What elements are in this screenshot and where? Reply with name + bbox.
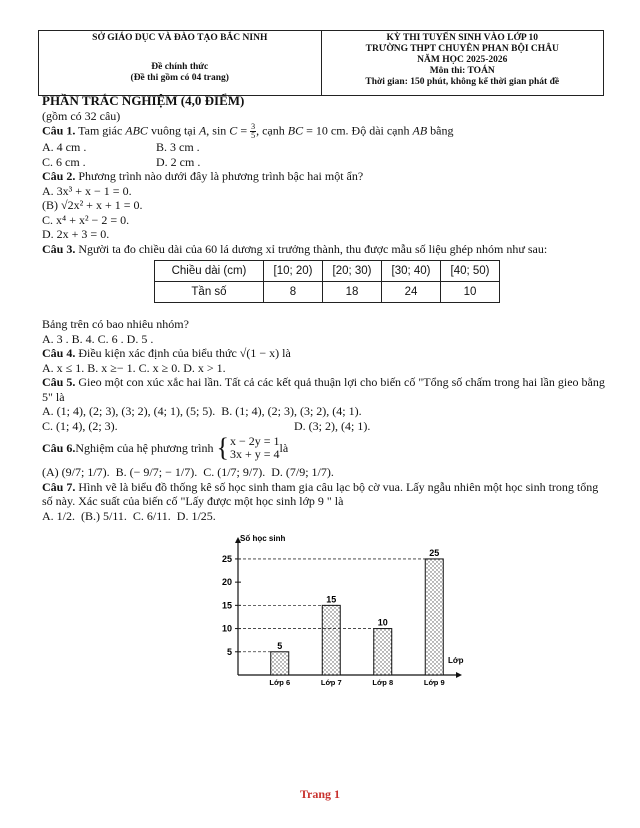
q1-text: Tam giác bbox=[75, 123, 126, 138]
exam-name: KỲ THI TUYỂN SINH VÀO LỚP 10 bbox=[386, 33, 538, 43]
table-header-cell: [20; 30) bbox=[323, 261, 382, 282]
option-c[interactable]: C. 6/11. bbox=[132, 508, 171, 523]
question-label: Câu 4. bbox=[42, 346, 76, 360]
option-d[interactable]: D. (7/9; 1/7). bbox=[271, 465, 334, 479]
q1-text: , sin bbox=[206, 123, 230, 138]
question-label: Câu 3. bbox=[42, 241, 76, 256]
question-label: Câu 7. bbox=[42, 479, 76, 494]
question-1 bbox=[42, 123, 608, 140]
q1-var: BC bbox=[287, 123, 304, 138]
table-row bbox=[155, 282, 500, 303]
y-tick-label: 25 bbox=[221, 553, 232, 564]
table-header-cell: [30; 40) bbox=[382, 261, 441, 282]
school-year: NĂM HỌC 2025-2026 bbox=[417, 55, 508, 65]
official-label: Đề chính thức bbox=[151, 62, 209, 72]
y-tick-label: 20 bbox=[221, 577, 232, 588]
q5-options-row1 bbox=[42, 404, 608, 419]
brace-icon: { bbox=[216, 433, 229, 462]
question-text: Gieo một con xúc xắc hai lần. Tất cả các kết quả thuận lợi cho biến cố "Tổng số chấm trong hai lần gieo bằng 5" là bbox=[42, 375, 605, 404]
question-4 bbox=[42, 346, 608, 361]
header-left bbox=[39, 31, 322, 95]
q1-options-row2 bbox=[42, 155, 608, 170]
q1-text: = bbox=[237, 123, 251, 138]
category-label: Lớp 6 bbox=[269, 678, 291, 687]
school-name: TRƯỜNG THPT CHUYÊN PHAN BỘI CHÂU bbox=[365, 44, 559, 54]
option-d[interactable]: D. (3; 2), (4; 1). bbox=[294, 418, 371, 433]
question-2 bbox=[42, 169, 608, 184]
exam-content bbox=[42, 94, 608, 699]
question-text: Hình vẽ là biểu đồ thống kê số học sinh tham gia câu lạc bộ cờ vua. Lấy ngẫu nhiên một học sinh trong tổng số này. Xác suất của biến cố "Lấy được một học sinh lớp 9 " là bbox=[42, 479, 599, 508]
page-count-note: (Đề thi gồm có 04 trang) bbox=[130, 73, 229, 83]
option-d[interactable]: D. 1/25. bbox=[176, 508, 216, 523]
category-label: Lớp 7 bbox=[320, 678, 342, 687]
q5-options-row2 bbox=[42, 419, 608, 434]
table-header-cell: [40; 50) bbox=[441, 261, 500, 282]
header-right bbox=[322, 31, 604, 95]
y-tick-label: 15 bbox=[221, 600, 232, 611]
q1-text: vuông tại bbox=[147, 123, 199, 138]
bar-chart bbox=[210, 531, 470, 699]
equation-1: x − 2y = 1 bbox=[229, 434, 280, 448]
question-3 bbox=[42, 242, 608, 257]
question-text: Người ta đo chiều dài của 60 lá dương xỉ trưởng thành, thu được mẫu số liệu ghép nhóm như sau: bbox=[75, 241, 548, 256]
q6-options bbox=[42, 465, 608, 480]
q1-var: C bbox=[229, 123, 238, 138]
option-a[interactable]: A. 1/2. bbox=[42, 508, 75, 523]
q1-text: , cạnh bbox=[256, 123, 288, 138]
bar bbox=[374, 629, 392, 675]
category-label: Lớp 9 bbox=[423, 678, 445, 687]
option-a[interactable]: A. (1; 4), (2; 3), (3; 2), (4; 1), (5; 5). bbox=[42, 404, 216, 418]
question-text: Phương trình nào dưới đây là phương trình bậc hai một ẩn? bbox=[75, 169, 364, 183]
bar-value-label: 25 bbox=[429, 547, 440, 558]
q4-options[interactable]: A. x ≤ 1. B. x ≥− 1. C. x ≥ 0. D. x > 1. bbox=[42, 360, 226, 375]
bar bbox=[271, 652, 289, 675]
q1-text: = 10 cm. Độ dài cạnh bbox=[303, 123, 413, 138]
y-tick-label: 10 bbox=[221, 623, 232, 634]
option-a[interactable]: (A) (9/7; 1/7). bbox=[42, 465, 110, 479]
question-7 bbox=[42, 480, 608, 509]
table-header-cell: [10; 20) bbox=[264, 261, 323, 282]
question-label: Câu 1. bbox=[42, 123, 76, 138]
frequency-table bbox=[154, 260, 500, 303]
x-axis-label: Lớp bbox=[448, 656, 464, 665]
equation-system bbox=[230, 435, 280, 461]
table-cell: 10 bbox=[441, 282, 500, 303]
q3-question: Bảng trên có bao nhiêu nhóm? bbox=[42, 317, 189, 331]
department-name: SỞ GIÁO DỤC VÀ ĐÀO TẠO BẮC NINH bbox=[92, 33, 268, 43]
question-label: Câu 5. bbox=[42, 375, 76, 389]
table-header-cell: Chiều dài (cm) bbox=[155, 261, 264, 282]
category-label: Lớp 8 bbox=[372, 678, 394, 687]
table-cell: 8 bbox=[264, 282, 323, 303]
q1-var: A bbox=[198, 123, 207, 138]
table-cell: 18 bbox=[323, 282, 382, 303]
option-b[interactable]: B. (1; 4), (2; 3), (3; 2), (4; 1). bbox=[221, 404, 362, 418]
option-a[interactable]: A. 3x³ + x − 1 = 0. bbox=[42, 183, 132, 198]
option-b[interactable]: B. (− 9/7; − 1/7). bbox=[115, 465, 198, 479]
option-b[interactable]: (B) √2x² + x + 1 = 0. bbox=[42, 198, 143, 212]
denominator: 5 bbox=[251, 131, 256, 140]
q3-options[interactable]: A. 3 . B. 4. C. 6 . D. 5 . bbox=[42, 331, 154, 346]
question-5 bbox=[42, 375, 608, 404]
option-c[interactable]: C. (1; 4), (2; 3). bbox=[42, 418, 118, 433]
q7-options bbox=[42, 509, 608, 524]
question-label: Câu 2. bbox=[42, 169, 76, 183]
y-tick-label: 5 bbox=[226, 646, 232, 657]
option-a[interactable]: A. 4 cm . bbox=[42, 140, 87, 154]
option-c[interactable]: C. x⁴ + x² − 2 = 0. bbox=[42, 212, 130, 227]
question-label: Câu 6. bbox=[42, 440, 76, 455]
table-row bbox=[155, 261, 500, 282]
option-d[interactable]: D. 2 cm . bbox=[156, 154, 201, 169]
question-6 bbox=[42, 433, 608, 463]
x-axis-arrow-icon bbox=[456, 672, 462, 678]
y-axis-label: Số học sinh bbox=[240, 534, 286, 543]
numerator: 3 bbox=[251, 122, 256, 131]
question-text: Điều kiện xác định của biểu thức √(1 − x) là bbox=[75, 346, 291, 360]
exam-header bbox=[38, 30, 604, 96]
option-d[interactable]: D. 2x + 3 = 0. bbox=[42, 227, 110, 241]
subject: Môn thi: TOÁN bbox=[429, 66, 495, 76]
section-title: PHẦN TRẮC NGHIỆM (4,0 ĐIỂM) bbox=[42, 93, 245, 108]
option-b[interactable]: B. 3 cm . bbox=[156, 140, 200, 154]
chart-svg bbox=[210, 531, 470, 699]
bar-value-label: 15 bbox=[326, 594, 337, 605]
equation-2: 3x + y = 4 bbox=[229, 447, 280, 461]
q1-var: ABC bbox=[125, 123, 148, 138]
section-subtitle: (gồm có 32 câu) bbox=[42, 108, 121, 123]
bar-value-label: 10 bbox=[377, 617, 388, 628]
q1-options-row1 bbox=[42, 140, 608, 155]
bar bbox=[425, 559, 443, 675]
bar-value-label: 5 bbox=[277, 640, 283, 651]
exam-time: Thời gian: 150 phút, không kể thời gian phát đề bbox=[365, 77, 560, 87]
question-text: Nghiệm của hệ phương trình bbox=[75, 440, 214, 455]
q1-text: bằng bbox=[427, 123, 454, 138]
page-footer: Trang 1 bbox=[299, 787, 341, 801]
option-c[interactable]: C. 6 cm . bbox=[42, 154, 86, 169]
table-cell: Tần số bbox=[155, 282, 264, 303]
question-tail: là bbox=[279, 440, 289, 455]
option-c[interactable]: C. (1/7; 9/7). bbox=[203, 465, 266, 479]
option-b[interactable]: (B.) 5/11. bbox=[81, 508, 127, 523]
table-cell: 24 bbox=[382, 282, 441, 303]
bar bbox=[322, 605, 340, 675]
q1-var: AB bbox=[412, 123, 428, 138]
